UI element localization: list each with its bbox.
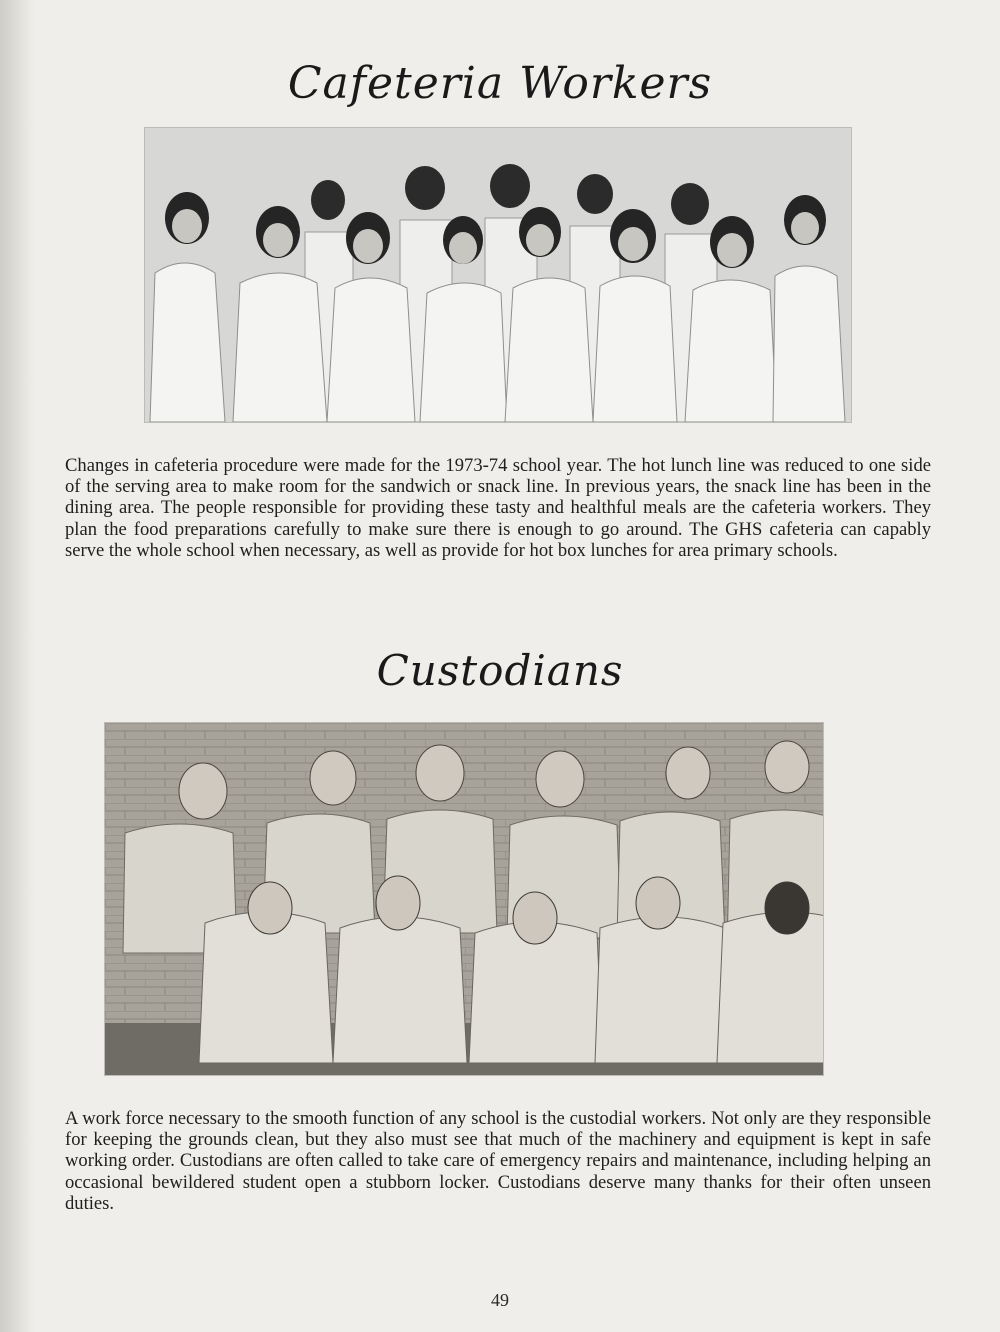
cafeteria-paragraph: Changes in cafeteria procedure were made for the 1973-74 school year. The hot lunch line was reduced to one side of the serving area to make room for the sandwich or snack line. In previous years, the snack line has been in the dining area. The people responsible for providing these tasty and healthful meals are the cafeteria workers. They plan the food preparations carefully to make sure there is enough to go around. The GHS cafeteria can capably serve the whole school when necessary, as well as provide for hot box lunches for area primary schools. <box>65 455 931 561</box>
custodians-group-photo <box>104 722 824 1076</box>
custodians-heading: Custodians <box>376 646 624 695</box>
custodians-paragraph: A work force necessary to the smooth function of any school is the custodial workers. Not only are they responsible for keeping the grounds clean, but they also must see that much of the machinery and equipment is kept in safe working order. Custodians are often called to take care of emergency repairs and maintenance, including helping an occasional bewildered student open a stubborn locker. Custodians deserve many thanks for their often unseen duties. <box>65 1108 931 1214</box>
cafeteria-group-photo <box>144 127 852 423</box>
cafeteria-photo-illustration <box>145 128 851 422</box>
cafeteria-heading: Cafeteria Workers <box>287 58 713 109</box>
page-number: 49 <box>491 1290 509 1310</box>
custodians-photo-illustration <box>105 723 823 1075</box>
